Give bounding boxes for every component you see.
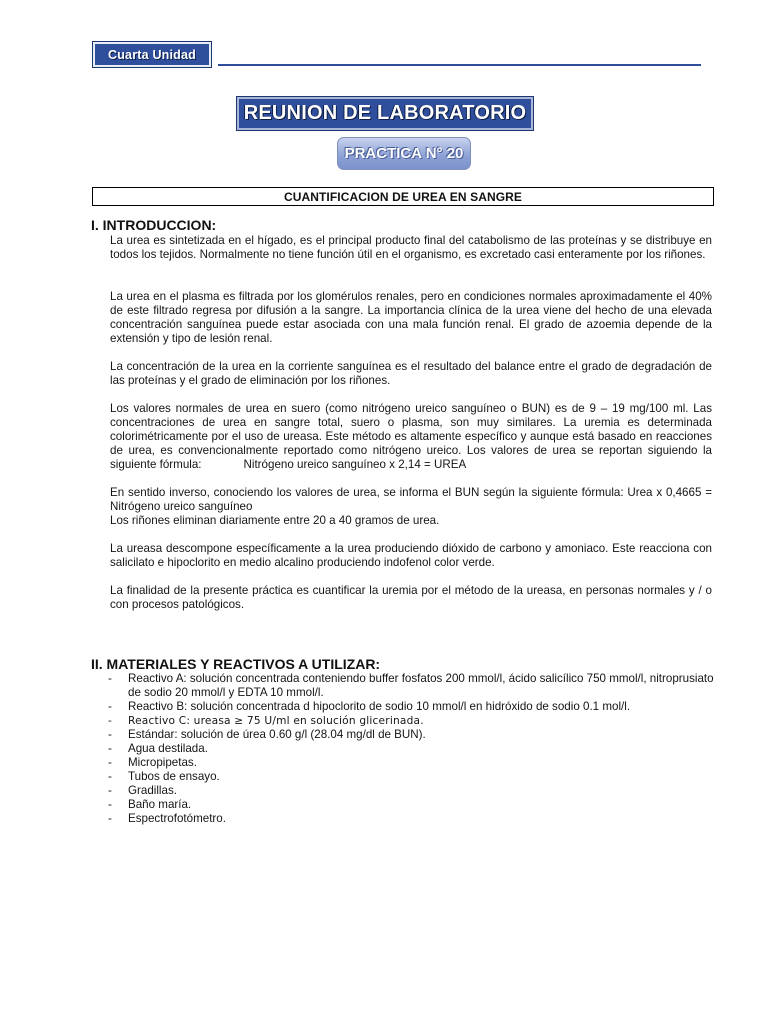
intro-paragraph [110,402,712,472]
list-bullet: - [108,728,112,741]
list-bullet: - [108,700,112,713]
list-bullet: - [108,798,112,811]
intro-paragraph: La concentración de la urea en la corriente sanguínea es el resultado del balance entre el grado de degradación de las proteínas y el grado de eliminación por los riñones. [110,360,712,387]
list-item-text: Agua destilada. [128,742,208,755]
intro-paragraph: La urea en el plasma es filtrada por los glomérulos renales, pero en condiciones normales aproximadamente el 40% de este filtrado regresa por difusión a la sangre. La importancia clínica de la urea viene del hecho de una elevada concentración sanguínea puede estar asociada con una mala función renal. El grado de azoemia depende de la extensión y tipo de lesión renal. [110,290,712,345]
list-item [108,728,714,742]
list-item [108,798,714,812]
urea-formula: Nitrógeno ureico sanguíneo x 2,14 = UREA [243,458,467,471]
practice-number-badge [337,137,471,170]
list-item [108,770,714,784]
list-item-text: Reactivo B: solución concentrada d hipoclorito de sodio 10 mmol/l en hidróxido de sodio 0.1 mol/l. [128,700,631,713]
materials-list [108,672,714,826]
list-bullet: - [108,756,112,769]
list-item-text: Micropipetas. [128,756,197,769]
list-bullet: - [108,715,113,727]
list-bullet: - [108,742,112,755]
banner-title: REUNION DE LABORATORIO [243,102,527,124]
list-item [108,742,714,756]
list-item [108,714,714,728]
normal-values-text: Los valores normales de urea en suero (como nitrógeno ureico sanguíneo o BUN) es de 9 – 19 mg/100 ml. Las concentraciones de urea en sangre total, suero o plasma, son muy similares. La uremia es determinada colorimétricamente por el uso de ureasa. Este método es altamente específico y aunque está basado en reacciones de urea, es convencionalmente reportado como nitrógeno ureico. Los valores de urea se reportan siguiendo la siguiente fórmula: [110,402,712,471]
list-item-text: Reactivo C: ureasa ≥ 75 U/ml en solución glicerinada. [128,715,424,727]
lab-meeting-banner [236,96,534,131]
list-item-text: Reactivo A: solución concentrada conteniendo buffer fosfatos 200 mmol/l, ácido salicílico 750 mmol/l, nitroprusiato de sodio 20 mmol/l y EDTA 10 mmol/l. [128,672,714,699]
list-bullet: - [108,672,112,685]
intro-paragraph: Los riñones eliminan diariamente entre 20 a 40 gramos de urea. [110,514,440,527]
section-heading-materiales: II. MATERIALES Y REACTIVOS A UTILIZAR: [91,656,381,672]
header-divider-line [218,64,701,66]
list-item-text: Espectrofotómetro. [128,812,226,825]
intro-paragraph: La ureasa descompone específicamente a la urea produciendo dióxido de carbono y amoniaco. Este reacciona con salicilato e hipoclorito en medio alcalino produciendo indofenol color verde. [110,542,712,569]
intro-paragraph: La finalidad de la presente práctica es cuantificar la uremia por el método de la ureasa, en personas normales y / o con procesos patológicos. [110,584,712,611]
unit-badge [92,41,212,68]
practice-label: PRACTICA N° 20 [344,145,464,162]
list-item-text: Estándar: solución de úrea 0.60 g/l (28.04 mg/dl de BUN). [128,728,426,741]
document-title: CUANTIFICACION DE UREA EN SANGRE [283,189,523,204]
list-item [108,756,714,770]
list-item-text: Baño maría. [128,798,192,811]
section-heading-introduccion: I. INTRODUCCION: [91,217,217,233]
list-item [108,784,714,798]
list-item-text: Tubos de ensayo. [128,770,220,783]
intro-paragraph: La urea es sintetizada en el hígado, es el principal producto final del catabolismo de las proteínas y se distribuye en todos los tejidos. Normalmente no tiene función útil en el organismo, es excretado casi enteramente por los riñones. [110,234,712,261]
list-item [108,812,714,826]
intro-paragraph: En sentido inverso, conociendo los valores de urea, se informa el BUN según la siguiente fórmula: Urea x 0,4665 = Nitrógeno ureico sanguíneo [110,486,712,513]
list-item [108,672,714,700]
list-bullet: - [108,812,112,825]
unit-label: Cuarta Unidad [107,47,197,62]
list-bullet: - [108,784,112,797]
list-bullet: - [108,770,112,783]
list-item-text: Gradillas. [128,784,177,797]
document-title-box [92,187,714,206]
list-item [108,700,714,714]
